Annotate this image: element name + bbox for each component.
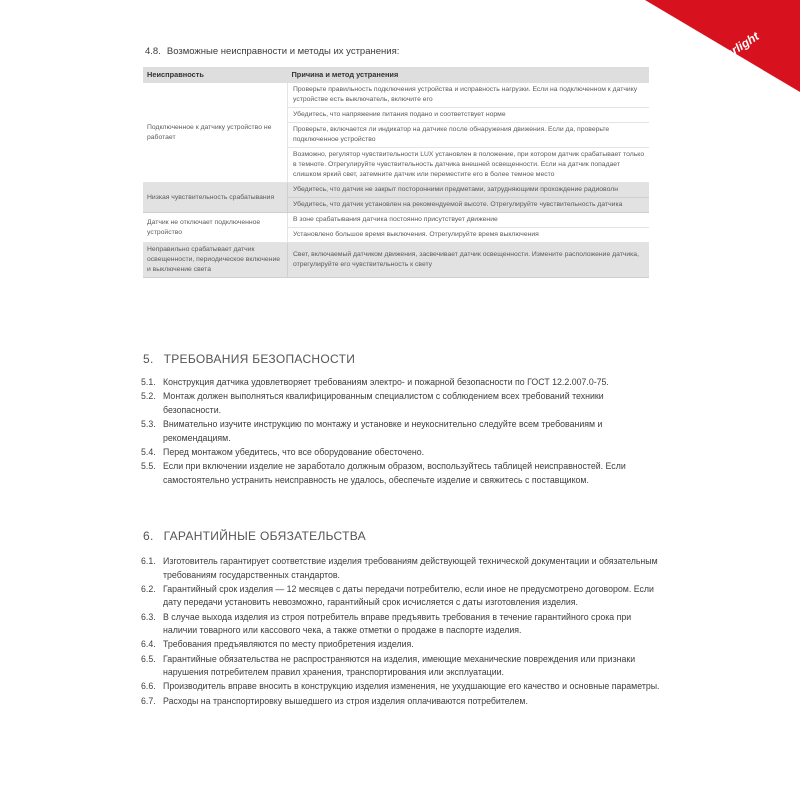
cause-cell: В зоне срабатывания датчика постоянно присутствует движение — [288, 213, 650, 228]
item-text: Внимательно изучите инструкцию по монтажу и установке и неукоснительно следуйте всем требованиям и рекомендациям. — [163, 418, 603, 443]
item-number: 6.4. — [141, 639, 156, 650]
list-item — [143, 653, 663, 680]
item-number: 5.2. — [141, 391, 156, 402]
list-item — [143, 611, 663, 638]
item-number: 6.3. — [141, 611, 156, 622]
header-fault: Неисправность — [143, 67, 288, 83]
table-row — [143, 183, 649, 198]
list-item — [143, 390, 663, 417]
section-title-text: ТРЕБОВАНИЯ БЕЗОПАСНОСТИ — [163, 352, 356, 366]
section-4-8-title — [145, 46, 399, 57]
item-number: 5.4. — [141, 446, 156, 457]
corner-accent — [645, 0, 800, 92]
item-text: Гарантийные обязательства не распространяются на изделия, имеющие механические повреждения или признаки нарушения потребителем правил хранения, транспортирования или эксплуатации. — [163, 653, 636, 678]
header-cause: Причина и метод устранения — [288, 67, 650, 83]
list-item — [143, 638, 663, 652]
table-header-row — [143, 67, 649, 83]
table-row — [143, 213, 649, 228]
cause-cell: Проверьте правильность подключения устройства и исправность нагрузки. Если на подключенном к датчику устройстве есть выключатель, включите его — [288, 83, 650, 108]
item-text: В случае выхода изделия из строя потребитель вправе предъявить требования в течение гарантийного срока при наличии товарного или кассового чека, а также отметки о продаже в паспорте изделия. — [163, 611, 632, 636]
cause-cell: Возможно, регулятор чувствительности LUX установлен в положение, при котором датчик срабатывает только в темноте. Отрегулируйте чувствительность датчика внешней освещенности. Если на датчик попадает слишком яркий свет, затемните датчик или переместите его в более темное место — [288, 148, 650, 183]
table-body — [143, 83, 649, 278]
item-text: Производитель вправе вносить в конструкцию изделия изменения, не ухудшающие его качество и основные параметры. — [163, 681, 660, 692]
item-number: 5.3. — [141, 418, 156, 429]
warranty-list — [143, 555, 663, 709]
item-text: Изготовитель гарантирует соответствие изделия требованиям действующей технической документации и обязательным требованиям государственных стандартов. — [163, 556, 658, 580]
item-text: Перед монтажом убедитесь, что все оборудование обесточено. — [163, 446, 425, 457]
list-item — [143, 376, 663, 390]
safety-list — [143, 376, 663, 488]
fault-cell: Неправильно срабатывает датчик освещенности, периодическое включение и выключение света — [143, 243, 288, 278]
item-number: 6.6. — [141, 681, 156, 692]
section-number: 5. — [143, 352, 154, 366]
logo-text: arlight — [723, 29, 762, 61]
cause-cell: Убедитесь, что датчик установлен на рекомендуемой высоте. Отрегулируйте чувствительность датчика — [288, 198, 650, 213]
cause-cell: Убедитесь, что напряжение питания подано и соответствует норме — [288, 108, 650, 123]
troubleshooting-table — [143, 67, 649, 278]
list-item — [143, 460, 663, 487]
section-5-heading — [143, 352, 355, 366]
fault-cell: Датчик не отключает подключенное устройство — [143, 213, 288, 243]
table-row — [143, 243, 649, 278]
item-text: Монтаж должен выполняться квалифицированным специалистом с соблюдением всех требований техники безопасности. — [163, 391, 604, 415]
cause-cell: Убедитесь, что датчик не закрыт посторонними предметами, затрудняющими прохождение радиоволн — [288, 183, 650, 198]
item-number: 6.1. — [141, 556, 156, 566]
item-text: Конструкция датчика удовлетворяет требованиям электро- и пожарной безопасности по ГОСТ 12.2.007.0-75. — [163, 377, 609, 387]
item-number: 6.2. — [141, 583, 156, 594]
fault-cell: Подключенное к датчику устройство не работает — [143, 83, 288, 183]
item-text: Гарантийный срок изделия — 12 месяцев с даты передачи потребителю, если иное не предусмотрено договором. Если дату передачи установить невозможно, гарантийный срок исчисляется с даты изготовления изделия. — [163, 583, 654, 608]
list-item — [143, 555, 663, 582]
section-number: 4.8. — [145, 46, 161, 57]
list-item — [143, 695, 663, 709]
list-item — [143, 418, 663, 445]
list-item — [143, 583, 663, 610]
item-number: 6.7. — [141, 695, 156, 706]
section-number: 6. — [143, 529, 154, 543]
item-number: 6.5. — [141, 653, 156, 664]
item-text: Расходы на транспортировку вышедшего из строя изделия оплачиваются потребителем. — [163, 695, 528, 706]
cause-cell: Свет, включаемый датчиком движения, засвечивает датчик освещенности. Измените расположение датчика, отрегулируйте его чувствительность к свету — [288, 243, 650, 278]
section-6-heading — [143, 529, 366, 543]
cause-cell: Проверьте, включается ли индикатор на датчике после обнаружения движения. Если да, проверьте подключенное устройство — [288, 123, 650, 148]
item-number: 5.5. — [141, 460, 156, 471]
list-item — [143, 680, 663, 694]
item-text: Требования предъявляются по месту приобретения изделия. — [163, 639, 414, 650]
section-title-text: ГАРАНТИЙНЫЕ ОБЯЗАТЕЛЬСТВА — [163, 529, 366, 543]
item-text: Если при включении изделие не заработало должным образом, воспользуйтесь таблицей неисправностей. Если самостоятельно устранить неисправность не удалось, обеспечьте изделие и свяжитесь с поставщиком. — [163, 460, 626, 485]
section-title-text: Возможные неисправности и методы их устранения: — [166, 46, 400, 57]
cause-cell: Установлено большое время выключения. Отрегулируйте время выключения — [288, 228, 650, 243]
table-row — [143, 83, 649, 108]
item-number: 5.1. — [141, 377, 156, 387]
fault-cell: Низкая чувствительность срабатывания — [143, 183, 288, 213]
list-item — [143, 446, 663, 460]
